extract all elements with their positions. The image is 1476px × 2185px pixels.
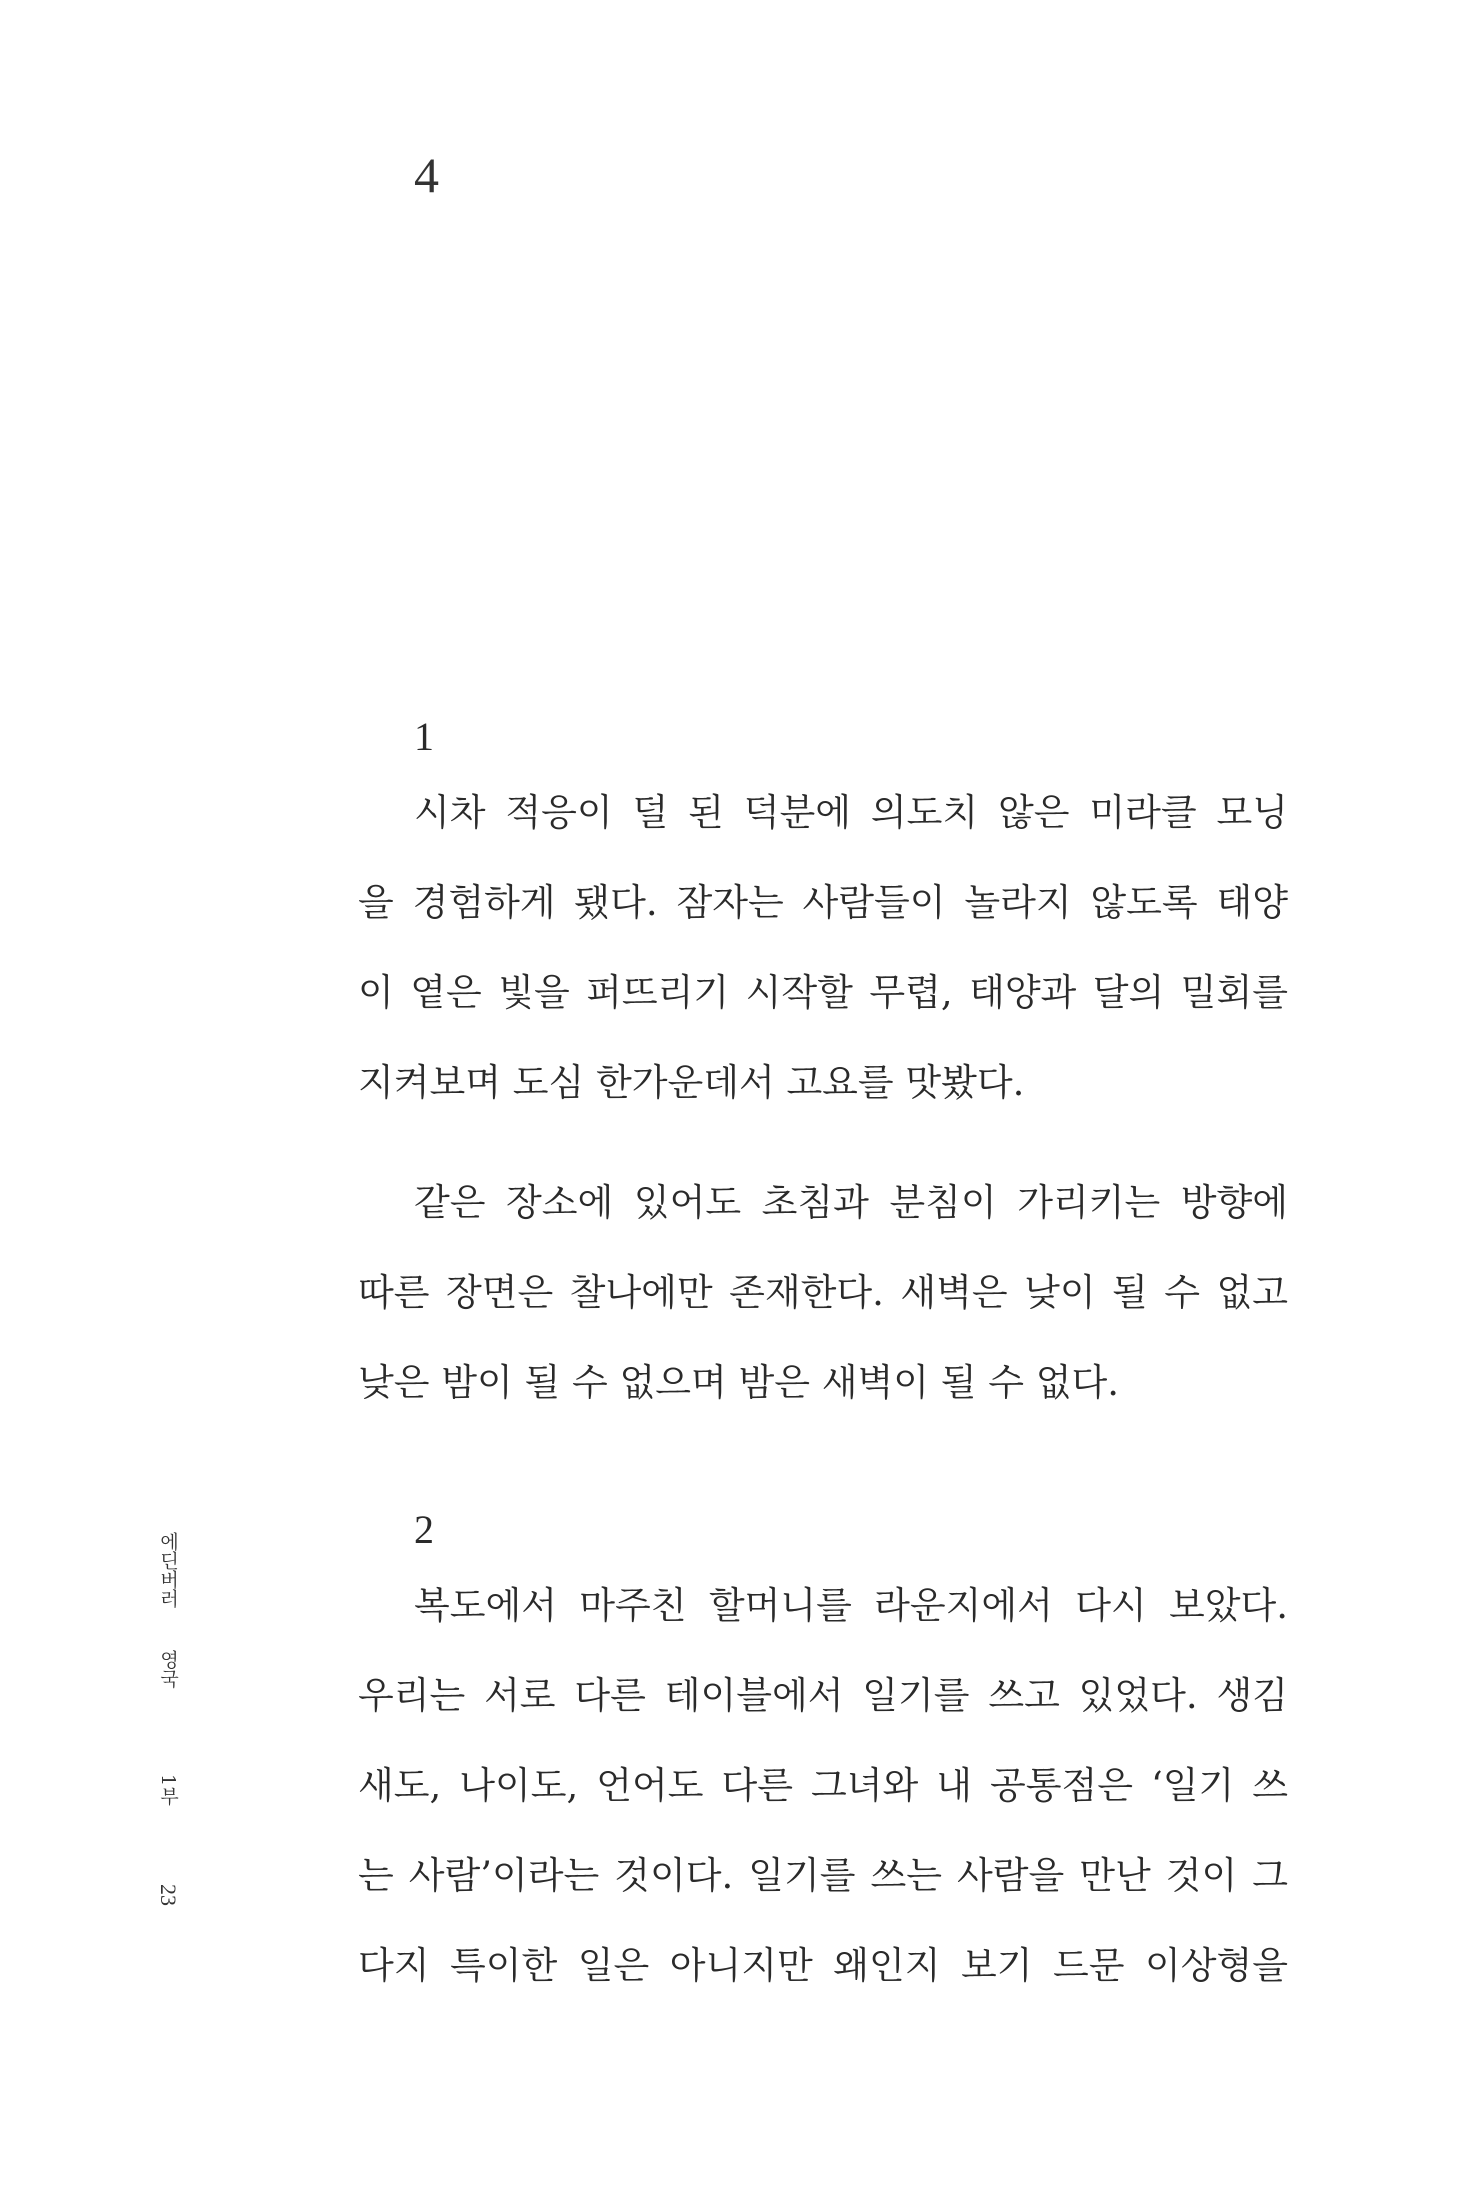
- running-head-location: 에딘버러: [157, 1532, 179, 1608]
- text-line: 이 옅은 빛을 퍼뜨리기 시작할 무렵, 태양과 달의 밀회를: [358, 971, 1288, 1014]
- section-number: 1: [414, 714, 434, 759]
- text-line: 따른 장면은 찰나에만 존재한다. 새벽은 낮이 될 수 없고: [358, 1271, 1288, 1314]
- page-number: 23: [156, 1884, 181, 1906]
- paragraph: [358, 1158, 1288, 1428]
- text-line: 지켜보며 도심 한가운데서 고요를 맛봤다.: [358, 1061, 1025, 1104]
- text-line: 복도에서 마주친 할머니를 라운지에서 다시 보았다.: [414, 1584, 1288, 1627]
- text-line: 우리는 서로 다른 테이블에서 일기를 쓰고 있었다. 생김: [358, 1674, 1288, 1717]
- running-head-part: 1부: [157, 1774, 179, 1806]
- text-line: 을 경험하게 됐다. 잠자는 사람들이 놀라지 않도록 태양: [358, 881, 1288, 924]
- paragraph: [358, 768, 1288, 1128]
- text-line: 는 사람’이라는 것이다. 일기를 쓰는 사람을 만난 것이 그: [358, 1854, 1288, 1897]
- running-head: [148, 1532, 188, 1952]
- chapter-number: 4: [414, 147, 439, 203]
- text-line: 시차 적응이 덜 된 덕분에 의도치 않은 미라클 모닝: [414, 791, 1288, 834]
- running-head-section: 영국: [157, 1650, 179, 1688]
- text-line: 다지 특이한 일은 아니지만 왜인지 보기 드문 이상형을: [358, 1944, 1288, 1987]
- text-line: 새도, 나이도, 언어도 다른 그녀와 내 공통점은 ‘일기 쓰: [358, 1764, 1288, 1807]
- section-number: 2: [414, 1507, 434, 1552]
- text-line: 낮은 밤이 될 수 없으며 밤은 새벽이 될 수 없다.: [358, 1361, 1119, 1404]
- paragraph: [358, 1561, 1288, 2011]
- text-line: 같은 장소에 있어도 초침과 분침이 가리키는 방향에: [414, 1181, 1288, 1224]
